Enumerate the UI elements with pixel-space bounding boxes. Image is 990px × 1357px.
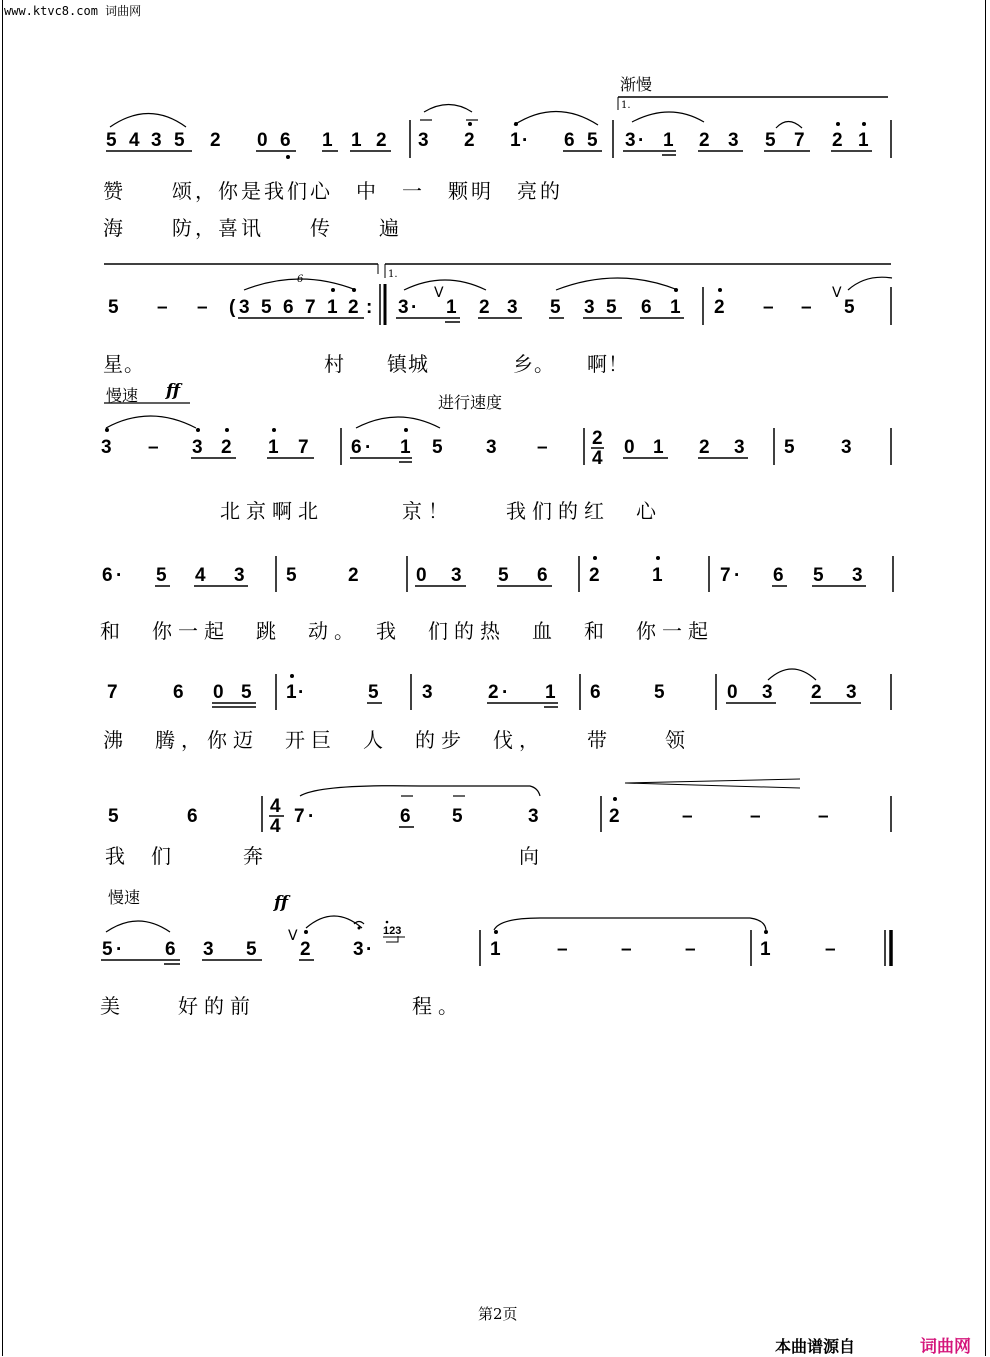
svg-text:1: 1 [670, 297, 681, 318]
svg-text:5: 5 [654, 682, 665, 703]
svg-text:·: · [734, 565, 741, 586]
svg-text:2: 2 [811, 682, 822, 703]
svg-text:6: 6 [537, 565, 548, 586]
svg-text:·: · [366, 939, 373, 960]
dynamic-ff-2: ff [274, 893, 289, 913]
svg-text:3: 3 [398, 297, 409, 318]
svg-text:2: 2 [699, 130, 710, 151]
svg-text:1: 1 [327, 297, 338, 318]
svg-text:6: 6 [165, 939, 176, 960]
svg-text:1: 1 [490, 939, 501, 960]
svg-text:3: 3 [841, 437, 852, 458]
tempo-jinxing: 进行速度 [438, 393, 503, 412]
svg-text:1: 1 [663, 130, 674, 151]
svg-text:3: 3 [625, 130, 636, 151]
row-7 [101, 916, 891, 966]
svg-text:0: 0 [416, 565, 427, 586]
svg-text:V: V [434, 285, 444, 301]
svg-text:1: 1 [510, 130, 521, 151]
timesig-24-bottom: 4 [592, 448, 603, 469]
svg-text:–: – [825, 939, 836, 960]
svg-text:1: 1 [652, 565, 663, 586]
svg-text:1: 1 [286, 682, 297, 703]
svg-text:5: 5 [606, 297, 617, 318]
svg-text:2: 2 [699, 437, 710, 458]
svg-text:5: 5 [765, 130, 776, 151]
svg-text:5: 5 [368, 682, 379, 703]
lyrics-line-2: 星。 村 镇城 乡。 啊！ [103, 352, 629, 376]
lyrics-line-3: 北京啊北 京！ 我们的红 心 [220, 499, 662, 523]
tempo-jianman: 渐慢 [620, 75, 653, 94]
svg-text:1: 1 [545, 682, 556, 703]
row-4 [102, 556, 893, 592]
svg-text:6: 6 [564, 130, 575, 151]
lyrics-line-6: 我 们 奔 向 [105, 844, 542, 868]
svg-text:5: 5 [108, 806, 119, 827]
svg-text:6: 6 [400, 806, 411, 827]
svg-text:3: 3 [203, 939, 214, 960]
svg-text:1: 1 [858, 130, 869, 151]
svg-text:1: 1 [446, 297, 457, 318]
svg-text:0: 0 [624, 437, 635, 458]
svg-text:·: · [116, 565, 123, 586]
lyrics-line-5: 沸 腾，你迈 开巨 人 的步 伐， 带 领 [103, 728, 691, 752]
row-3 [101, 403, 891, 469]
svg-text:7: 7 [305, 297, 316, 318]
volta-1-label: 1. [621, 100, 631, 111]
svg-text:2: 2 [479, 297, 490, 318]
svg-text:–: – [685, 939, 696, 960]
source-label: 本曲谱源自 [775, 1337, 856, 1356]
svg-text:1: 1 [322, 130, 333, 151]
svg-text:2: 2 [464, 130, 475, 151]
timesig-44-top: 4 [270, 796, 281, 817]
svg-text:1: 1 [400, 437, 411, 458]
svg-text:3: 3 [101, 437, 112, 458]
svg-text:3: 3 [418, 130, 429, 151]
svg-text:3: 3 [852, 565, 863, 586]
row-6 [108, 779, 891, 837]
svg-text:–: – [750, 806, 761, 827]
dynamic-ff: ff [166, 381, 181, 401]
svg-text::: : [366, 297, 373, 318]
site-watermark: www.ktvc8.com 词曲网 [4, 4, 142, 18]
svg-text:–: – [763, 297, 774, 318]
svg-text:3: 3 [151, 130, 162, 151]
svg-text:·: · [522, 130, 529, 151]
svg-text:5: 5 [261, 297, 272, 318]
svg-text:3: 3 [846, 682, 857, 703]
tuplet-6-label: 6 [297, 274, 304, 285]
svg-text:3: 3 [353, 939, 364, 960]
svg-text:(: ( [229, 297, 236, 318]
svg-text:6: 6 [773, 565, 784, 586]
svg-text:5: 5 [432, 437, 443, 458]
svg-text:3: 3 [507, 297, 518, 318]
svg-text:–: – [157, 297, 168, 318]
svg-text:4: 4 [195, 565, 206, 586]
svg-text:·: · [298, 682, 305, 703]
svg-text:–: – [197, 297, 208, 318]
svg-text:1: 1 [351, 130, 362, 151]
svg-text:2: 2 [589, 565, 600, 586]
svg-text:3: 3 [584, 297, 595, 318]
tempo-mansu: 慢速 [106, 386, 139, 405]
svg-text:5: 5 [108, 297, 119, 318]
svg-text:–: – [818, 806, 829, 827]
tempo-mansu-2: 慢速 [108, 888, 141, 907]
lyrics-line-4: 和 你一起 跳 动。 我 们的热 血 和 你一起 [100, 619, 714, 643]
svg-text:2: 2 [210, 130, 221, 151]
svg-text:2: 2 [832, 130, 843, 151]
svg-text:2: 2 [376, 130, 387, 151]
svg-text:·: · [308, 806, 315, 827]
svg-text:·: · [116, 939, 123, 960]
svg-text:2: 2 [348, 565, 359, 586]
svg-text:5: 5 [241, 682, 252, 703]
svg-text:5: 5 [102, 939, 113, 960]
svg-text:3: 3 [734, 437, 745, 458]
lyrics-line-1a: 赞 颂，你是我们心 中 一 颗明 亮的 [103, 179, 563, 203]
svg-text:–: – [801, 297, 812, 318]
svg-text:5: 5 [550, 297, 561, 318]
svg-text:2: 2 [221, 437, 232, 458]
svg-text:6: 6 [102, 565, 113, 586]
svg-text:3: 3 [451, 565, 462, 586]
svg-text:4: 4 [129, 130, 140, 151]
svg-text:0: 0 [727, 682, 738, 703]
svg-text:–: – [682, 806, 693, 827]
svg-text:6: 6 [590, 682, 601, 703]
svg-text:2: 2 [300, 939, 311, 960]
svg-text:1: 1 [653, 437, 664, 458]
svg-text:5: 5 [174, 130, 185, 151]
grace-notes: 123 [383, 925, 402, 937]
svg-text:6: 6 [351, 437, 362, 458]
svg-text:6: 6 [283, 297, 294, 318]
svg-text:–: – [537, 437, 548, 458]
svg-text:5: 5 [587, 130, 598, 151]
svg-text:5: 5 [246, 939, 257, 960]
svg-text:5: 5 [452, 806, 463, 827]
svg-text:6: 6 [641, 297, 652, 318]
timesig-44-bottom: 4 [270, 816, 281, 837]
svg-text:3: 3 [762, 682, 773, 703]
svg-text:5: 5 [784, 437, 795, 458]
svg-text:2: 2 [609, 806, 620, 827]
svg-text:·: · [365, 437, 372, 458]
svg-text:2: 2 [488, 682, 499, 703]
row-1 [106, 97, 891, 159]
timesig-24-top: 2 [592, 428, 603, 449]
svg-text:3: 3 [728, 130, 739, 151]
svg-text:7: 7 [298, 437, 309, 458]
svg-text:6: 6 [280, 130, 291, 151]
lyrics-line-1b: 海 防，喜讯 传 遍 [103, 216, 402, 240]
svg-text:6: 6 [187, 806, 198, 827]
svg-text:3: 3 [234, 565, 245, 586]
svg-text:5: 5 [156, 565, 167, 586]
svg-text:7: 7 [794, 130, 805, 151]
row-5 [107, 669, 891, 710]
svg-text:1: 1 [760, 939, 771, 960]
svg-text:V: V [832, 285, 842, 301]
svg-text:2: 2 [714, 297, 725, 318]
site-logo[interactable]: 词曲网 [920, 1337, 971, 1357]
svg-text:·: · [502, 682, 509, 703]
page-number: 第2页 [478, 1305, 518, 1323]
svg-text:7: 7 [294, 806, 305, 827]
svg-text:7: 7 [107, 682, 118, 703]
svg-text:0: 0 [257, 130, 268, 151]
svg-text:5: 5 [286, 565, 297, 586]
svg-text:–: – [148, 437, 159, 458]
svg-text:3: 3 [528, 806, 539, 827]
lyrics-line-7: 美 好的前 程。 [100, 994, 464, 1018]
svg-text:0: 0 [213, 682, 224, 703]
svg-text:3: 3 [192, 437, 203, 458]
svg-text:–: – [557, 939, 568, 960]
svg-text:5: 5 [106, 130, 117, 151]
svg-text:1: 1 [268, 437, 279, 458]
svg-text:5: 5 [813, 565, 824, 586]
row-2 [104, 264, 892, 325]
svg-text:V: V [288, 928, 298, 944]
svg-text:5: 5 [844, 297, 855, 318]
volta-1b-label: 1. [388, 269, 398, 280]
svg-text:·: · [638, 130, 645, 151]
svg-text:3: 3 [422, 682, 433, 703]
svg-text:·: · [411, 297, 418, 318]
svg-text:7: 7 [720, 565, 731, 586]
svg-text:5: 5 [498, 565, 509, 586]
svg-text:–: – [621, 939, 632, 960]
svg-text:3: 3 [239, 297, 250, 318]
svg-text:3: 3 [486, 437, 497, 458]
svg-text:2: 2 [348, 297, 359, 318]
svg-text:6: 6 [173, 682, 184, 703]
